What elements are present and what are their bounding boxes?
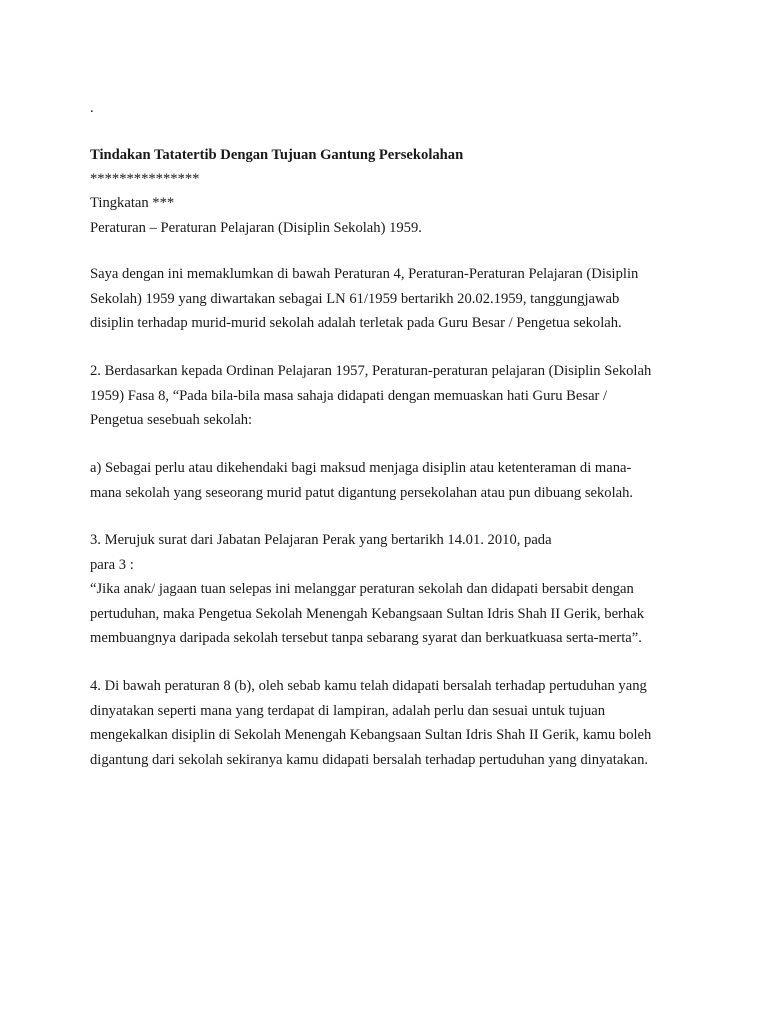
paragraph-line: 3. Merujuk surat dari Jabatan Pelajaran Perak yang bertarikh 14.01. 2010, pada — [90, 532, 552, 548]
paragraph-line: disiplin terhadap murid-murid sekolah adalah terletak pada Guru Besar / Pengetua sekolah. — [90, 315, 622, 331]
paragraph-line: membuangnya daripada sekolah tersebut tanpa sebarang syarat dan berkuatkuasa serta-merta”. — [90, 630, 642, 646]
star-separator: *************** — [90, 171, 200, 187]
paragraph-line: Pengetua sesebuah sekolah: — [90, 412, 253, 428]
paragraph-line: a) Sebagai perlu atau dikehendaki bagi maksud menjaga disiplin atau ketenteraman di mana- — [90, 460, 632, 476]
paragraph-line: Saya dengan ini memaklumkan di bawah Peraturan 4, Peraturan-Peraturan Pelajaran (Disiplin — [90, 266, 639, 282]
leading-dot: . — [90, 100, 94, 116]
paragraph-4 — [90, 674, 690, 772]
paragraph-line: pertuduhan, maka Pengetua Sekolah Menengah Kebangsaan Sultan Idris Shah II Gerik, berhak — [90, 605, 644, 622]
paragraph-a — [90, 456, 690, 505]
paragraph-1 — [90, 262, 690, 336]
paragraph-line: mengekalkan disiplin di Sekolah Menengah Kebangsaan Sultan Idris Shah II Gerik, kamu boleh — [90, 727, 652, 743]
header-line: Peraturan – Peraturan Pelajaran (Disiplin Sekolah) 1959. — [90, 219, 422, 236]
paragraph-line: 4. Di bawah peraturan 8 (b), oleh sebab kamu telah didapati bersalah terhadap pertuduhan yang — [90, 678, 647, 694]
header-block — [90, 191, 690, 240]
paragraph-3 — [90, 528, 690, 651]
paragraph-line: Sekolah) 1959 yang diwartakan sebagai LN 61/1959 bertarikh 20.02.1959, tanggungjawab — [90, 290, 620, 307]
paragraph-line: “Jika anak/ jagaan tuan selepas ini melanggar peraturan sekolah dan didapati bersabit dengan — [90, 581, 634, 597]
paragraph-2 — [90, 359, 690, 433]
paragraph-line: para 3 : — [90, 556, 134, 573]
paragraph-line: 2. Berdasarkan kepada Ordinan Pelajaran 1957, Peraturan-peraturan pelajaran (Disiplin Sekolah — [90, 363, 652, 379]
document-title: Tindakan Tatatertib Dengan Tujuan Gantung Persekolahan — [90, 147, 464, 163]
paragraph-line: 1959) Fasa 8, “Pada bila-bila masa sahaja didapati dengan memuaskan hati Guru Besar / — [90, 387, 608, 404]
paragraph-line: dinyatakan seperti mana yang terdapat di lampiran, adalah perlu dan sesuai untuk tujuan — [90, 702, 606, 719]
header-line: Tingkatan *** — [90, 195, 175, 211]
paragraph-line: mana sekolah yang seseorang murid patut digantung persekolahan atau pun dibuang sekolah. — [90, 484, 634, 501]
paragraph-line: digantung dari sekolah sekiranya kamu didapati bersalah terhadap pertuduhan yang dinyatakan. — [90, 751, 649, 768]
